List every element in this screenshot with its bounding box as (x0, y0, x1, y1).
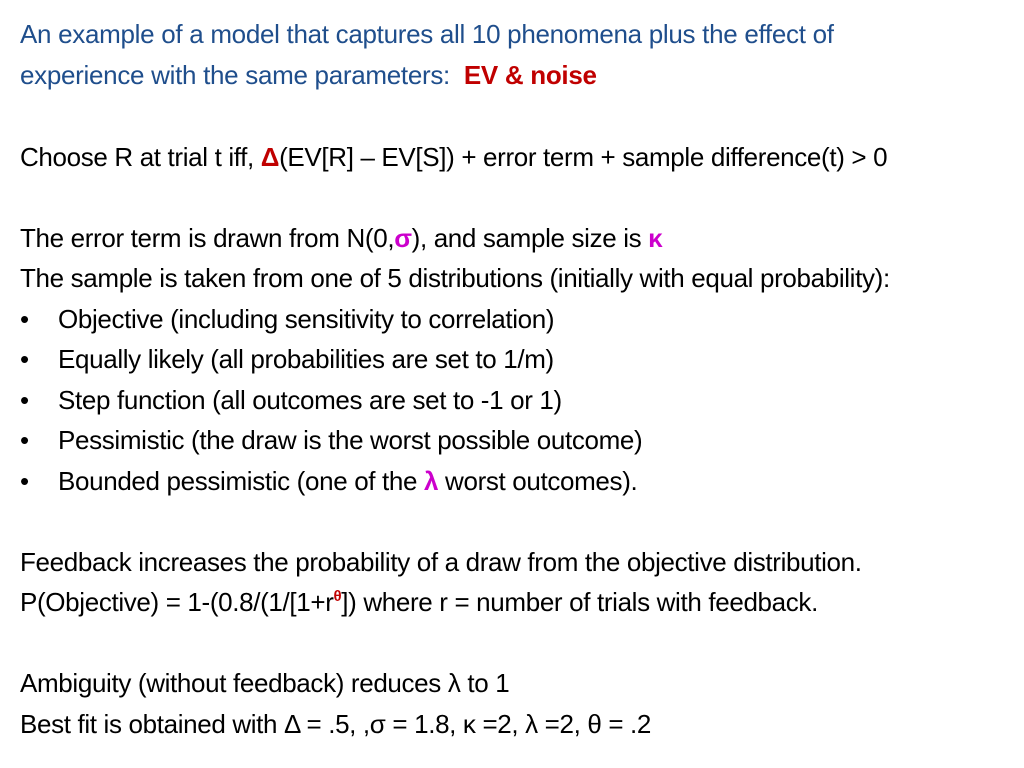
error-term-line (20, 218, 1010, 259)
bullet-icon: • (20, 465, 29, 496)
bullet-icon: • (20, 303, 29, 334)
list-item (20, 420, 1010, 461)
spacer (20, 177, 1010, 218)
list-item-text: Step function (all outcomes are set to -1 or 1) (58, 384, 562, 415)
choice-rule (20, 137, 1010, 178)
title-line-2 (20, 55, 1010, 96)
choice-rule-end: (EV[R] – EV[S]) + error term + sample difference(t) > 0 (279, 141, 888, 172)
feedback-line: Feedback increases the probability of a draw from the objective distribution. (20, 546, 862, 577)
list-item-text: Pessimistic (the draw is the worst possible outcome) (58, 425, 643, 455)
list-item (20, 339, 1010, 380)
bounded-start: Bounded pessimistic (one of the (58, 465, 425, 496)
error-term-middle: ), and sample size is (411, 222, 649, 253)
list-item-text: Objective (including sensitivity to correlation) (58, 303, 555, 334)
bullet-icon: • (20, 425, 29, 455)
ambiguity-line: Ambiguity (without feedback) reduces λ to 1 (20, 668, 510, 698)
slide-content (20, 14, 1010, 744)
list-item-text: Equally likely (all probabilities are set to 1/m) (58, 344, 554, 374)
spacer (20, 501, 1010, 542)
best-fit-line: Best fit is obtained with Δ = .5, ,σ = 1.8, κ =2, λ =2, θ = .2 (20, 708, 652, 739)
theta-symbol: θ (333, 588, 342, 605)
error-term-start: The error term is drawn from N(0, (20, 222, 395, 253)
title-line-1: An example of a model that captures all 10 phenomena plus the effect of (20, 19, 834, 49)
choice-rule-start: Choose R at trial t iff, (20, 141, 261, 172)
lambda-symbol: λ (424, 465, 439, 496)
distribution-list (20, 299, 1010, 502)
kappa-symbol: κ (648, 222, 663, 253)
spacer (20, 623, 1010, 664)
bullet-icon: • (20, 384, 29, 415)
list-item (20, 380, 1010, 421)
spacer (20, 96, 1010, 137)
sigma-symbol: σ (394, 222, 412, 253)
list-item (20, 461, 1010, 502)
list-item (20, 299, 1010, 340)
p-objective-line (20, 582, 1010, 623)
sample-intro: The sample is taken from one of 5 distributions (initially with equal probability): (20, 263, 890, 293)
delta-symbol: Δ (260, 141, 280, 172)
bullet-icon: • (20, 344, 29, 374)
p-objective-end: ]) where r = number of trials with feedback. (341, 587, 818, 617)
p-objective-start: P(Objective) = 1-(0.8/(1/[1+r (20, 587, 334, 617)
title-line-2-text: experience with the same parameters: (20, 60, 450, 90)
title-highlight: EV & noise (463, 60, 597, 90)
slide-title (20, 14, 1010, 96)
bounded-end: worst outcomes). (438, 465, 638, 496)
